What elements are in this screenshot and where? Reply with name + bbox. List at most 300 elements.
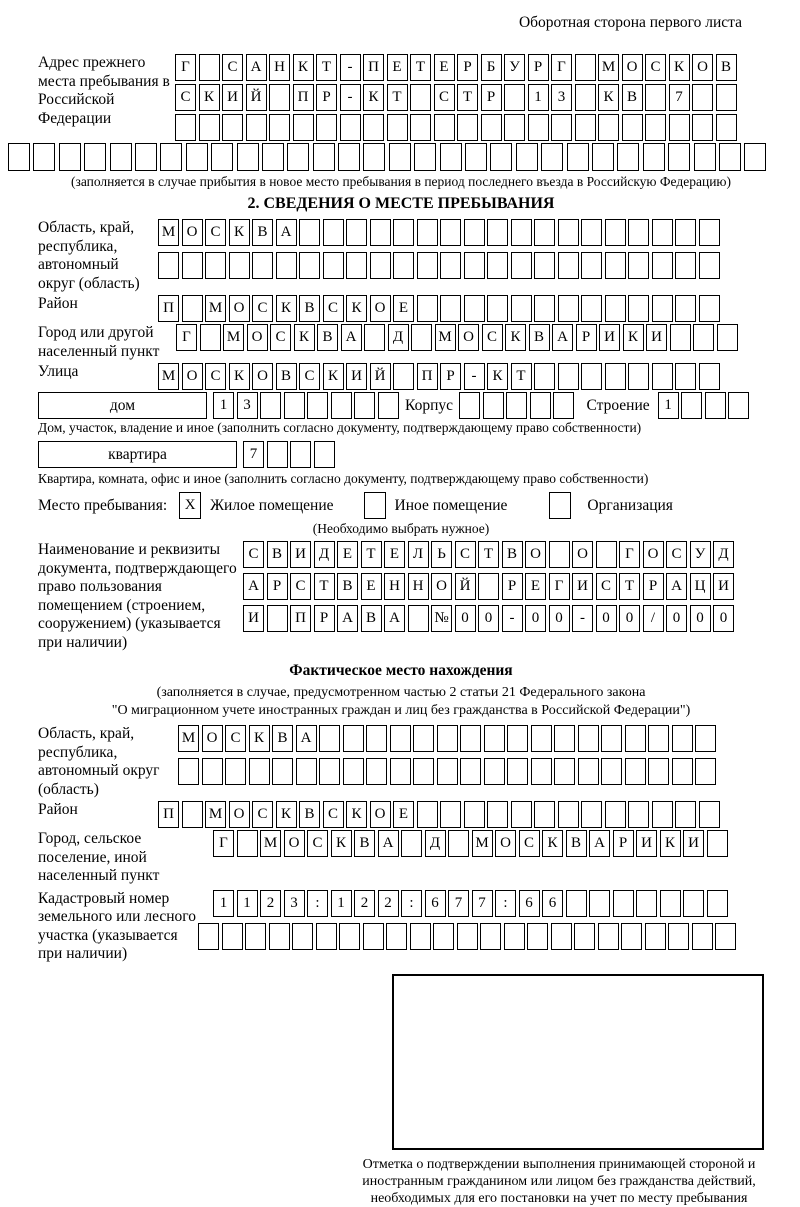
char-box[interactable] [528, 114, 549, 141]
char-box[interactable] [628, 801, 649, 828]
char-box[interactable]: В [276, 363, 297, 390]
char-box[interactable] [269, 84, 290, 111]
char-box[interactable] [534, 363, 555, 390]
char-box[interactable] [581, 295, 602, 322]
char-box[interactable] [652, 363, 673, 390]
char-box[interactable] [237, 143, 259, 171]
char-box[interactable] [596, 541, 617, 568]
char-box[interactable] [578, 758, 599, 785]
char-box[interactable]: Н [269, 54, 290, 81]
char-box[interactable]: О [370, 295, 391, 322]
char-box[interactable] [323, 252, 344, 279]
char-box[interactable]: М [223, 324, 244, 351]
char-box[interactable] [581, 801, 602, 828]
char-box[interactable]: К [276, 295, 297, 322]
char-box[interactable]: С [519, 830, 540, 857]
char-box[interactable] [457, 923, 478, 950]
char-box[interactable]: Ц [690, 573, 711, 600]
char-box[interactable] [460, 758, 481, 785]
char-box[interactable] [389, 143, 411, 171]
char-box[interactable] [460, 725, 481, 752]
char-box[interactable]: О [182, 219, 203, 246]
char-box[interactable] [692, 84, 713, 111]
char-box[interactable]: Р [643, 573, 664, 600]
char-box[interactable] [249, 758, 270, 785]
char-box[interactable] [370, 252, 391, 279]
char-box[interactable] [507, 725, 528, 752]
char-box[interactable]: Й [455, 573, 476, 600]
char-box[interactable]: О [229, 295, 250, 322]
char-box[interactable]: С [222, 54, 243, 81]
char-box[interactable] [744, 143, 766, 171]
char-box[interactable] [339, 923, 360, 950]
char-box[interactable] [675, 363, 696, 390]
char-box[interactable] [160, 143, 182, 171]
char-box[interactable]: 6 [425, 890, 446, 917]
char-box[interactable] [370, 219, 391, 246]
char-box[interactable] [660, 890, 681, 917]
char-box[interactable] [417, 801, 438, 828]
char-box[interactable] [299, 219, 320, 246]
char-box[interactable] [293, 114, 314, 141]
char-box[interactable] [575, 84, 596, 111]
char-box[interactable]: О [229, 801, 250, 828]
char-box[interactable]: Р [502, 573, 523, 600]
char-box[interactable] [652, 801, 673, 828]
char-box[interactable] [390, 758, 411, 785]
char-box[interactable] [246, 114, 267, 141]
char-box[interactable]: И [222, 84, 243, 111]
char-box[interactable] [558, 801, 579, 828]
char-box[interactable] [390, 725, 411, 752]
char-box[interactable] [487, 252, 508, 279]
char-box[interactable] [506, 392, 527, 419]
char-box[interactable]: В [354, 830, 375, 857]
char-box[interactable] [581, 363, 602, 390]
char-box[interactable] [8, 143, 30, 171]
char-box[interactable] [307, 392, 328, 419]
char-box[interactable]: А [384, 605, 405, 632]
char-box[interactable]: К [505, 324, 526, 351]
char-box[interactable] [378, 392, 399, 419]
char-box[interactable] [457, 114, 478, 141]
char-box[interactable]: - [340, 84, 361, 111]
char-box[interactable] [465, 143, 487, 171]
char-box[interactable] [205, 252, 226, 279]
char-box[interactable] [464, 295, 485, 322]
char-box[interactable]: С [645, 54, 666, 81]
char-box[interactable] [728, 392, 749, 419]
char-box[interactable] [675, 252, 696, 279]
char-box[interactable]: Т [387, 84, 408, 111]
char-box[interactable]: 6 [519, 890, 540, 917]
char-box[interactable]: М [205, 801, 226, 828]
char-box[interactable]: 1 [528, 84, 549, 111]
char-box[interactable] [417, 219, 438, 246]
char-box[interactable]: О [643, 541, 664, 568]
char-box[interactable]: 7 [448, 890, 469, 917]
char-box[interactable]: С [323, 801, 344, 828]
char-box[interactable]: / [643, 605, 664, 632]
char-box[interactable]: 7 [243, 441, 264, 468]
char-box[interactable] [267, 441, 288, 468]
char-box[interactable]: Р [613, 830, 634, 857]
char-box[interactable] [252, 252, 273, 279]
char-box[interactable] [408, 605, 429, 632]
char-box[interactable] [338, 143, 360, 171]
char-box[interactable] [440, 219, 461, 246]
char-box[interactable] [393, 363, 414, 390]
char-box[interactable]: О [247, 324, 268, 351]
char-box[interactable] [393, 219, 414, 246]
char-box[interactable] [186, 143, 208, 171]
char-box[interactable]: Т [511, 363, 532, 390]
char-box[interactable] [437, 725, 458, 752]
char-box[interactable]: А [341, 324, 362, 351]
char-box[interactable]: М [598, 54, 619, 81]
char-box[interactable]: В [252, 219, 273, 246]
char-box[interactable] [229, 252, 250, 279]
char-box[interactable]: В [317, 324, 338, 351]
char-box[interactable] [621, 923, 642, 950]
char-box[interactable]: Р [267, 573, 288, 600]
char-box[interactable]: И [346, 363, 367, 390]
char-box[interactable] [527, 923, 548, 950]
char-box[interactable] [645, 84, 666, 111]
char-box[interactable]: 0 [713, 605, 734, 632]
char-box[interactable]: 2 [354, 890, 375, 917]
char-box[interactable] [262, 143, 284, 171]
char-box[interactable]: Л [408, 541, 429, 568]
char-box[interactable]: 3 [551, 84, 572, 111]
char-box[interactable]: Е [337, 541, 358, 568]
char-box[interactable]: М [158, 219, 179, 246]
char-box[interactable] [200, 324, 221, 351]
char-box[interactable] [448, 830, 469, 857]
char-box[interactable]: Т [361, 541, 382, 568]
char-box[interactable] [33, 143, 55, 171]
char-box[interactable]: Ь [431, 541, 452, 568]
char-box[interactable]: М [205, 295, 226, 322]
char-box[interactable]: : [307, 890, 328, 917]
char-box[interactable] [693, 324, 714, 351]
char-box[interactable] [245, 923, 266, 950]
char-box[interactable]: Е [384, 541, 405, 568]
char-box[interactable] [695, 725, 716, 752]
char-box[interactable] [558, 363, 579, 390]
char-box[interactable] [692, 114, 713, 141]
char-box[interactable]: С [243, 541, 264, 568]
char-box[interactable] [670, 324, 691, 351]
char-box[interactable]: О [370, 801, 391, 828]
char-box[interactable] [417, 252, 438, 279]
char-box[interactable]: Р [528, 54, 549, 81]
char-box[interactable] [652, 219, 673, 246]
char-box[interactable] [222, 114, 243, 141]
char-box[interactable]: Е [393, 295, 414, 322]
char-box[interactable] [574, 923, 595, 950]
char-box[interactable]: У [690, 541, 711, 568]
char-box[interactable] [363, 143, 385, 171]
char-box[interactable]: А [243, 573, 264, 600]
char-box[interactable] [487, 295, 508, 322]
char-box[interactable] [511, 295, 532, 322]
char-box[interactable] [554, 725, 575, 752]
char-box[interactable]: С [205, 219, 226, 246]
char-box[interactable]: К [669, 54, 690, 81]
char-box[interactable] [592, 143, 614, 171]
char-box[interactable]: Е [387, 54, 408, 81]
char-box[interactable]: 1 [237, 890, 258, 917]
char-box[interactable]: С [455, 541, 476, 568]
char-box[interactable] [198, 923, 219, 950]
char-box[interactable]: С [205, 363, 226, 390]
char-box[interactable]: О [431, 573, 452, 600]
char-box[interactable]: Д [425, 830, 446, 857]
char-box[interactable]: Т [314, 573, 335, 600]
char-box[interactable] [717, 324, 738, 351]
char-box[interactable] [575, 114, 596, 141]
char-box[interactable] [605, 295, 626, 322]
char-box[interactable]: Т [478, 541, 499, 568]
char-box[interactable]: В [566, 830, 587, 857]
char-box[interactable] [504, 923, 525, 950]
char-box[interactable] [601, 758, 622, 785]
char-box[interactable] [553, 392, 574, 419]
char-box[interactable] [601, 725, 622, 752]
char-box[interactable] [675, 295, 696, 322]
char-box[interactable]: К [623, 324, 644, 351]
char-box[interactable] [490, 143, 512, 171]
char-box[interactable]: А [296, 725, 317, 752]
char-box[interactable] [645, 923, 666, 950]
char-box[interactable] [699, 252, 720, 279]
char-box[interactable] [628, 295, 649, 322]
char-box[interactable] [410, 114, 431, 141]
char-box[interactable]: В [299, 295, 320, 322]
char-box[interactable] [598, 923, 619, 950]
char-box[interactable] [530, 392, 551, 419]
char-box[interactable] [566, 890, 587, 917]
char-box[interactable]: П [158, 801, 179, 828]
char-box[interactable] [675, 219, 696, 246]
char-box[interactable]: А [246, 54, 267, 81]
char-box[interactable] [225, 758, 246, 785]
char-box[interactable]: И [636, 830, 657, 857]
char-box[interactable]: М [158, 363, 179, 390]
char-box[interactable] [354, 392, 375, 419]
char-box[interactable] [346, 252, 367, 279]
char-box[interactable] [516, 143, 538, 171]
char-box[interactable] [366, 758, 387, 785]
char-box[interactable]: О [525, 541, 546, 568]
char-box[interactable] [648, 725, 669, 752]
char-box[interactable] [84, 143, 106, 171]
char-box[interactable]: Р [440, 363, 461, 390]
char-box[interactable] [290, 441, 311, 468]
char-box[interactable] [387, 114, 408, 141]
char-box[interactable]: Е [434, 54, 455, 81]
char-box[interactable] [433, 923, 454, 950]
char-box[interactable] [504, 84, 525, 111]
char-box[interactable] [319, 725, 340, 752]
char-box[interactable]: Д [713, 541, 734, 568]
char-box[interactable] [645, 114, 666, 141]
char-box[interactable]: А [337, 605, 358, 632]
char-box[interactable] [699, 363, 720, 390]
char-box[interactable]: 0 [596, 605, 617, 632]
char-box[interactable] [363, 114, 384, 141]
char-box[interactable] [668, 923, 689, 950]
char-box[interactable]: И [599, 324, 620, 351]
char-box[interactable]: Й [246, 84, 267, 111]
char-box[interactable] [699, 219, 720, 246]
char-box[interactable] [558, 295, 579, 322]
char-box[interactable] [363, 923, 384, 950]
char-box[interactable]: Й [370, 363, 391, 390]
char-box[interactable]: Е [393, 801, 414, 828]
char-box[interactable] [605, 801, 626, 828]
char-box[interactable] [715, 923, 736, 950]
char-box[interactable] [534, 801, 555, 828]
char-box[interactable]: А [276, 219, 297, 246]
char-box[interactable]: - [464, 363, 485, 390]
char-box[interactable] [434, 114, 455, 141]
char-box[interactable]: К [229, 219, 250, 246]
char-box[interactable] [636, 890, 657, 917]
char-box[interactable]: К [294, 324, 315, 351]
char-box[interactable] [504, 114, 525, 141]
char-box[interactable] [719, 143, 741, 171]
char-box[interactable]: К [598, 84, 619, 111]
char-box[interactable] [299, 252, 320, 279]
char-box[interactable] [260, 392, 281, 419]
char-box[interactable]: 1 [213, 392, 234, 419]
char-box[interactable]: 0 [455, 605, 476, 632]
char-box[interactable] [296, 758, 317, 785]
char-box[interactable]: О [202, 725, 223, 752]
char-box[interactable] [707, 890, 728, 917]
char-box[interactable] [511, 252, 532, 279]
char-box[interactable]: Т [316, 54, 337, 81]
char-box[interactable]: К [660, 830, 681, 857]
char-box[interactable] [410, 84, 431, 111]
char-box[interactable] [625, 758, 646, 785]
char-box[interactable] [707, 830, 728, 857]
char-box[interactable]: Д [388, 324, 409, 351]
char-box[interactable]: Т [410, 54, 431, 81]
char-box[interactable] [340, 114, 361, 141]
char-box[interactable] [182, 252, 203, 279]
char-box[interactable]: Р [481, 84, 502, 111]
char-box[interactable]: Н [408, 573, 429, 600]
char-box[interactable] [507, 758, 528, 785]
char-box[interactable] [578, 725, 599, 752]
char-box[interactable] [440, 295, 461, 322]
char-box[interactable]: Г [176, 324, 197, 351]
char-box[interactable]: И [243, 605, 264, 632]
char-box[interactable]: 6 [542, 890, 563, 917]
char-box[interactable]: Г [175, 54, 196, 81]
char-box[interactable]: В [622, 84, 643, 111]
char-box[interactable] [464, 252, 485, 279]
char-box[interactable]: Т [619, 573, 640, 600]
char-box[interactable] [413, 758, 434, 785]
char-box[interactable] [411, 324, 432, 351]
char-box[interactable]: С [482, 324, 503, 351]
char-box[interactable] [480, 923, 501, 950]
char-box[interactable]: Н [384, 573, 405, 600]
char-box[interactable] [366, 725, 387, 752]
char-box[interactable] [272, 758, 293, 785]
char-box[interactable] [554, 758, 575, 785]
char-box[interactable] [511, 801, 532, 828]
char-box[interactable] [558, 252, 579, 279]
char-box[interactable] [692, 923, 713, 950]
char-box[interactable]: С [596, 573, 617, 600]
char-box[interactable] [699, 801, 720, 828]
char-box[interactable]: У [504, 54, 525, 81]
char-box[interactable] [437, 758, 458, 785]
char-box[interactable] [410, 923, 431, 950]
char-box[interactable]: О [182, 363, 203, 390]
char-box[interactable] [648, 758, 669, 785]
char-box[interactable]: К [363, 84, 384, 111]
char-box[interactable]: 7 [669, 84, 690, 111]
char-box[interactable]: А [589, 830, 610, 857]
char-box[interactable]: И [683, 830, 704, 857]
char-box[interactable]: С [175, 84, 196, 111]
char-box[interactable] [652, 252, 673, 279]
char-box[interactable] [343, 725, 364, 752]
char-box[interactable]: Г [549, 573, 570, 600]
char-box[interactable] [625, 725, 646, 752]
char-box[interactable] [605, 363, 626, 390]
char-box[interactable]: : [401, 890, 422, 917]
char-box[interactable] [589, 890, 610, 917]
char-box[interactable] [414, 143, 436, 171]
char-box[interactable]: 3 [237, 392, 258, 419]
char-box[interactable] [483, 392, 504, 419]
char-box[interactable]: С [252, 801, 273, 828]
char-box[interactable]: В [716, 54, 737, 81]
char-box[interactable]: М [472, 830, 493, 857]
char-box[interactable] [695, 758, 716, 785]
char-box[interactable] [237, 830, 258, 857]
char-box[interactable] [683, 890, 704, 917]
char-box[interactable]: А [378, 830, 399, 857]
char-box[interactable] [534, 295, 555, 322]
char-box[interactable] [617, 143, 639, 171]
char-box[interactable] [202, 758, 223, 785]
char-box[interactable] [313, 143, 335, 171]
char-box[interactable] [628, 219, 649, 246]
char-box[interactable] [534, 219, 555, 246]
char-box[interactable] [182, 295, 203, 322]
char-box[interactable] [487, 219, 508, 246]
char-box[interactable] [699, 295, 720, 322]
char-box[interactable]: К [249, 725, 270, 752]
char-box[interactable]: К [293, 54, 314, 81]
char-box[interactable]: Г [619, 541, 640, 568]
stamp-area[interactable] [392, 974, 764, 1150]
char-box[interactable]: С [323, 295, 344, 322]
char-box[interactable]: Р [457, 54, 478, 81]
char-box[interactable]: А [666, 573, 687, 600]
char-box[interactable] [158, 252, 179, 279]
char-box[interactable]: Т [457, 84, 478, 111]
char-box[interactable] [459, 392, 480, 419]
